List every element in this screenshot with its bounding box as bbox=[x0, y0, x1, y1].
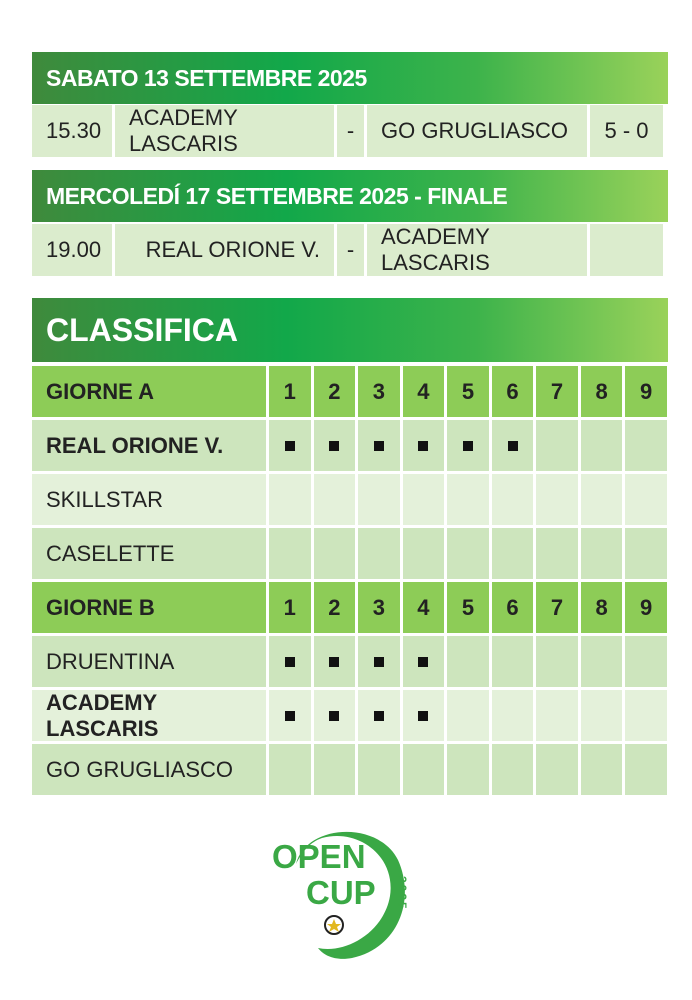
round-cell bbox=[403, 690, 445, 741]
round-cell bbox=[536, 474, 578, 525]
played-marker-icon bbox=[418, 441, 428, 451]
round-cell bbox=[314, 744, 356, 795]
round-cell bbox=[492, 474, 534, 525]
round-number-header: 6 bbox=[492, 582, 534, 633]
played-marker-icon bbox=[508, 441, 518, 451]
round-cell bbox=[314, 420, 356, 471]
match-1-date-header: SABATO 13 SETTEMBRE 2025 bbox=[32, 52, 668, 104]
match-2-row bbox=[32, 224, 668, 276]
round-cell bbox=[625, 528, 667, 579]
round-cell bbox=[447, 690, 489, 741]
team-name: CASELETTE bbox=[32, 528, 266, 579]
round-cell bbox=[269, 690, 311, 741]
team-name: SKILLSTAR bbox=[32, 474, 266, 525]
round-number-header: 7 bbox=[536, 366, 578, 417]
round-number-header: 9 bbox=[625, 366, 667, 417]
round-number-header: 5 bbox=[447, 582, 489, 633]
round-cell bbox=[447, 420, 489, 471]
round-cell bbox=[314, 636, 356, 687]
round-cell bbox=[403, 636, 445, 687]
round-cell bbox=[269, 420, 311, 471]
team-name: REAL ORIONE V. bbox=[32, 420, 266, 471]
round-number-header: 6 bbox=[492, 366, 534, 417]
round-cell bbox=[581, 744, 623, 795]
standings-title: CLASSIFICA bbox=[32, 298, 668, 362]
round-cell bbox=[536, 528, 578, 579]
match-score: 5 - 0 bbox=[590, 105, 663, 157]
played-marker-icon bbox=[329, 711, 339, 721]
round-cell bbox=[492, 636, 534, 687]
match-time: 15.30 bbox=[32, 105, 112, 157]
round-cell bbox=[314, 690, 356, 741]
group-header-label: GIORNE A bbox=[32, 366, 266, 417]
round-cell bbox=[447, 528, 489, 579]
round-number-header: 1 bbox=[269, 366, 311, 417]
match-1-row bbox=[32, 105, 668, 157]
match-home-team: ACADEMY LASCARIS bbox=[115, 105, 334, 157]
played-marker-icon bbox=[418, 657, 428, 667]
played-marker-icon bbox=[374, 441, 384, 451]
round-number-header: 8 bbox=[581, 582, 623, 633]
match-2-date-header: MERCOLEDÍ 17 SETTEMBRE 2025 - FINALE bbox=[32, 170, 668, 222]
round-cell bbox=[581, 420, 623, 471]
round-cell bbox=[403, 528, 445, 579]
played-marker-icon bbox=[285, 657, 295, 667]
round-cell bbox=[269, 474, 311, 525]
round-number-header: 2 bbox=[314, 582, 356, 633]
round-cell bbox=[581, 474, 623, 525]
round-cell bbox=[625, 420, 667, 471]
round-cell bbox=[492, 528, 534, 579]
round-cell bbox=[536, 744, 578, 795]
played-marker-icon bbox=[329, 657, 339, 667]
team-name: DRUENTINA bbox=[32, 636, 266, 687]
round-cell bbox=[536, 690, 578, 741]
round-cell bbox=[625, 636, 667, 687]
round-number-header: 1 bbox=[269, 582, 311, 633]
team-name: ACADEMY LASCARIS bbox=[32, 690, 266, 741]
played-marker-icon bbox=[463, 441, 473, 451]
round-cell bbox=[314, 528, 356, 579]
round-cell bbox=[581, 528, 623, 579]
round-number-header: 3 bbox=[358, 582, 400, 633]
round-cell bbox=[492, 690, 534, 741]
played-marker-icon bbox=[418, 711, 428, 721]
round-cell bbox=[358, 636, 400, 687]
round-cell bbox=[403, 474, 445, 525]
logo-open-text: OPEN bbox=[272, 838, 366, 875]
played-marker-icon bbox=[374, 711, 384, 721]
round-cell bbox=[358, 474, 400, 525]
played-marker-icon bbox=[329, 441, 339, 451]
round-cell bbox=[447, 744, 489, 795]
group-header-label: GIORNE B bbox=[32, 582, 266, 633]
round-number-header: 4 bbox=[403, 366, 445, 417]
round-cell bbox=[358, 690, 400, 741]
round-cell bbox=[314, 474, 356, 525]
logo-cup-text: CUP bbox=[306, 874, 376, 911]
team-name: GO GRUGLIASCO bbox=[32, 744, 266, 795]
match-separator: - bbox=[337, 105, 364, 157]
played-marker-icon bbox=[285, 441, 295, 451]
match-score bbox=[590, 224, 663, 276]
match-away-team: ACADEMY LASCARIS bbox=[367, 224, 587, 276]
round-cell bbox=[447, 636, 489, 687]
round-cell bbox=[581, 690, 623, 741]
standings-grid bbox=[32, 366, 660, 795]
round-cell bbox=[625, 474, 667, 525]
round-cell bbox=[269, 528, 311, 579]
logo-year-text: 2025 bbox=[395, 876, 409, 911]
round-number-header: 3 bbox=[358, 366, 400, 417]
round-cell bbox=[625, 690, 667, 741]
match-separator: - bbox=[337, 224, 364, 276]
round-number-header: 4 bbox=[403, 582, 445, 633]
open-cup-logo bbox=[266, 822, 412, 962]
round-cell bbox=[625, 744, 667, 795]
round-cell bbox=[492, 420, 534, 471]
match-away-team: GO GRUGLIASCO bbox=[367, 105, 587, 157]
round-cell bbox=[403, 420, 445, 471]
round-cell bbox=[358, 420, 400, 471]
round-cell bbox=[581, 636, 623, 687]
match-time: 19.00 bbox=[32, 224, 112, 276]
played-marker-icon bbox=[374, 657, 384, 667]
round-number-header: 2 bbox=[314, 366, 356, 417]
round-number-header: 9 bbox=[625, 582, 667, 633]
round-cell bbox=[269, 744, 311, 795]
round-cell bbox=[447, 474, 489, 525]
round-cell bbox=[536, 636, 578, 687]
round-cell bbox=[492, 744, 534, 795]
round-cell bbox=[403, 744, 445, 795]
round-number-header: 7 bbox=[536, 582, 578, 633]
round-cell bbox=[358, 528, 400, 579]
round-number-header: 5 bbox=[447, 366, 489, 417]
played-marker-icon bbox=[285, 711, 295, 721]
round-number-header: 8 bbox=[581, 366, 623, 417]
round-cell bbox=[536, 420, 578, 471]
round-cell bbox=[269, 636, 311, 687]
match-home-team: REAL ORIONE V. bbox=[115, 224, 334, 276]
round-cell bbox=[358, 744, 400, 795]
